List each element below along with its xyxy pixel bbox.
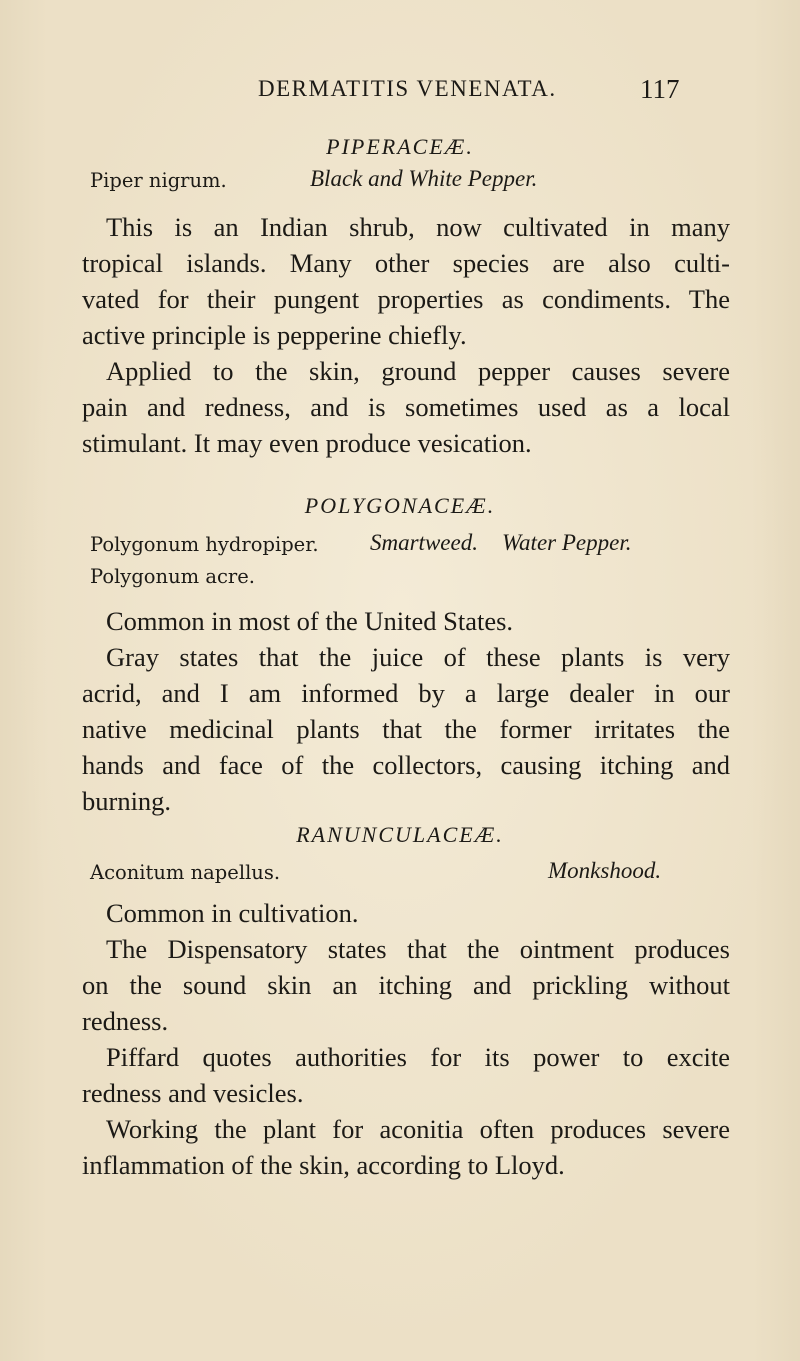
text-line: Common in most of the United States. xyxy=(106,606,514,636)
running-title: DERMATITIS VENENATA. xyxy=(258,76,557,101)
species-entry-polygonum-acre xyxy=(90,562,730,592)
text-line: native medicinal plants that the former irritates the xyxy=(82,714,730,744)
text-line: stimulant. It may even produce vesication. xyxy=(82,428,532,458)
text-line: burning. xyxy=(82,786,172,816)
page-number: 117 xyxy=(640,74,680,104)
text-line: inflammation of the skin, according to Lloyd. xyxy=(82,1150,565,1180)
text-line: vated for their pungent properties as condiments. The xyxy=(82,284,730,314)
species-entry-piper-nigrum xyxy=(90,166,730,196)
latin-name: Piper nigrum. xyxy=(90,169,227,192)
text-line: active principle is pepperine chiefly. xyxy=(82,320,467,350)
section-heading-polygonaceae: POLYGONACEÆ. xyxy=(304,493,496,518)
latin-name: Aconitum napellus. xyxy=(90,861,281,884)
species-entry-polygonum-hydropiper xyxy=(90,530,730,560)
latin-name: Polygonum hydropiper. xyxy=(90,533,319,556)
running-head xyxy=(0,76,800,116)
text-line: Working the plant for aconitia often produces severe xyxy=(106,1114,730,1144)
text-line: hands and face of the collectors, causing itching and xyxy=(82,750,730,780)
text-line: Common in cultivation. xyxy=(106,898,359,928)
common-name: Monkshood. xyxy=(548,858,662,883)
common-name: Black and White Pepper. xyxy=(310,166,538,191)
species-entry-aconitum-napellus xyxy=(90,858,730,888)
text-line: tropical islands. Many other species are also culti- xyxy=(82,248,730,278)
common-name: Water Pepper. xyxy=(502,530,632,555)
text-line: pain and redness, and is sometimes used as a local xyxy=(82,392,730,422)
common-name: Smartweed. xyxy=(370,530,478,555)
latin-name: Polygonum acre. xyxy=(90,565,255,588)
text-line: This is an Indian shrub, now cultivated in many xyxy=(106,212,730,242)
text-line: Gray states that the juice of these plants is very xyxy=(106,642,730,672)
section-heading-ranunculaceae: RANUNCULACEÆ. xyxy=(296,822,504,847)
text-line: redness and vesicles. xyxy=(82,1078,304,1108)
text-line: redness. xyxy=(82,1006,169,1036)
text-line: acrid, and I am informed by a large dealer in our xyxy=(82,678,730,708)
section-heading-piperaceae: PIPERACEÆ. xyxy=(326,134,474,159)
text-line: Applied to the skin, ground pepper causes severe xyxy=(106,356,730,386)
text-line: on the sound skin an itching and prickling without xyxy=(82,970,730,1000)
text-line: Piffard quotes authorities for its power to excite xyxy=(106,1042,730,1072)
text-line: The Dispensatory states that the ointment produces xyxy=(106,934,730,964)
